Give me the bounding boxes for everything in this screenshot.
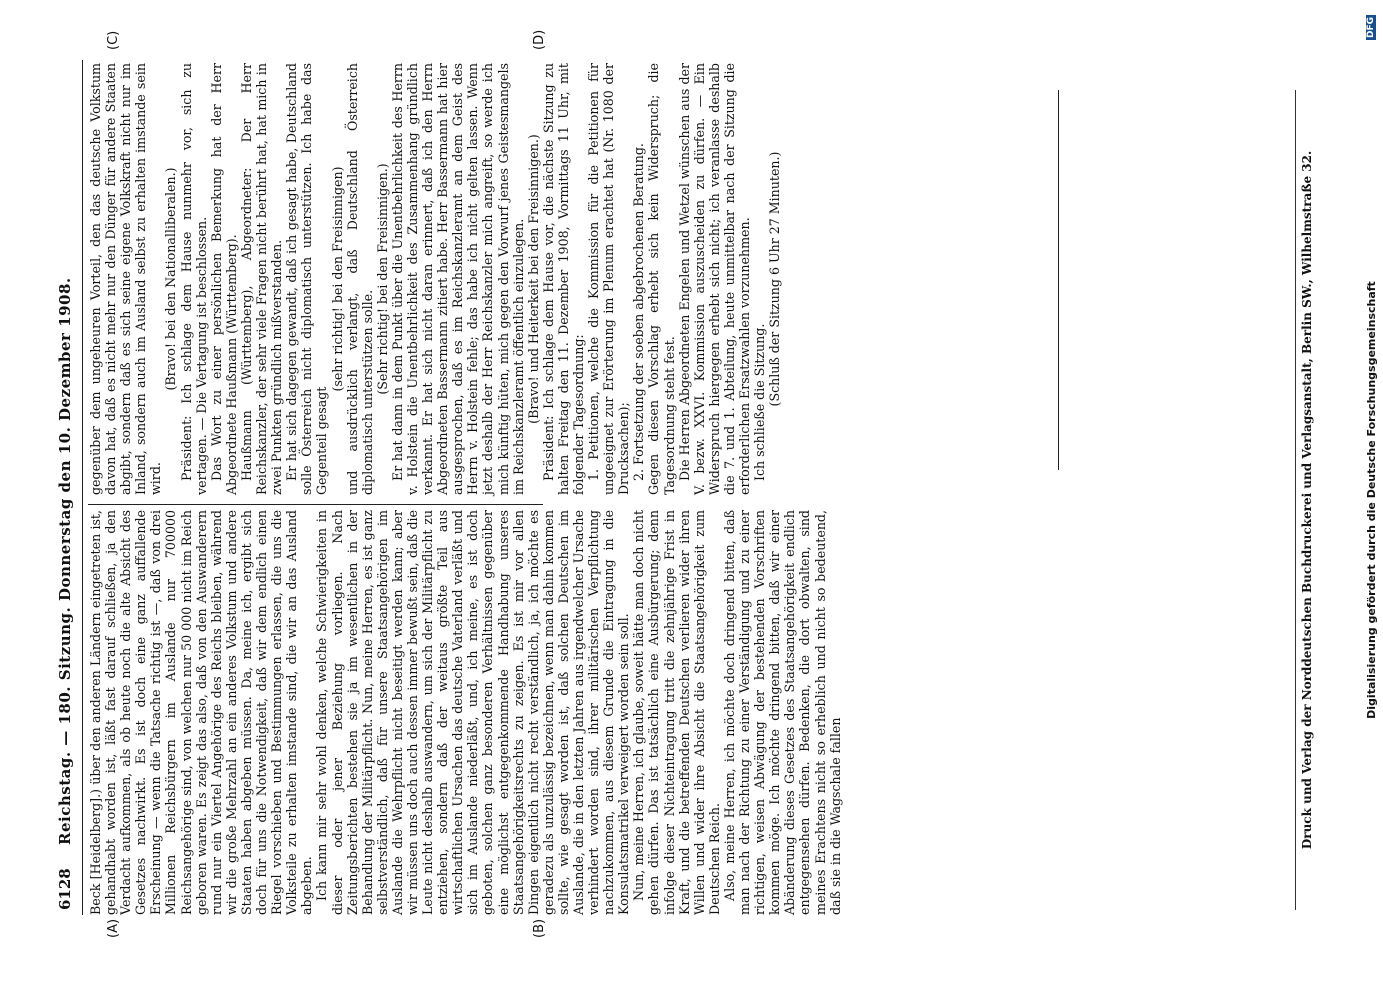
margin-mark-a: (A) [106,918,121,938]
left-column [88,510,843,915]
imprint-rule [1295,90,1296,910]
paragraph: Das Wort zu einer persönlichen Bemerkung hat der Herr Abgeordnete Haußmann (Württemberg). [208,63,239,495]
paragraph: Präsident: Ich schlage dem Hause vor, die nächste Sitzung zu halten Freitag den 11. Dezember 1908, Vormittags 11 Uhr, mit folgender Tagesordnung: [540,63,586,495]
end-rule [1058,90,1059,470]
imprint-line: Druck und Verlag der Norddeutschen Buchdruckerei und Verlagsanstalt, Berlin SW., Wilhelmstraße 32. [1300,150,1314,850]
page-title: Reichstag. — 180. Sitzung. Donnerstag den 10. Dezember 1908. [56,277,74,845]
applause-note: (Bravo! bei den Nationalliberalen.) [163,167,179,391]
page-number: 6128 [56,868,74,910]
dfg-logo: DFG [1366,16,1376,38]
paragraph: Präsident: Ich schlage dem Hause nunmehr vor, sich zu vertagen. — Die Vertagung ist beschlossen. [178,63,209,495]
column-divider [88,504,543,505]
header-rule [82,60,83,915]
margin-mark-c: (C) [106,30,121,50]
paragraph: Also, meine Herren, ich möchte doch dringend bitten, daß man nach der Richtung zu einer Verständigung und zu einer richtigen, weisen Abwägung der bestehenden Vorschriften kommen möge. Ich möchte dringend bitten, daß wir einer Abänderung dieses Gesetzes des Staatsangehörigkeit endlich entgegensehen dürfen. Bedenken, die dort obwalten, sind meines Erachtens nicht so erheblich und nicht so bedeutend, daß sie in die Wagschale fallen [721,510,843,915]
paragraph: Er hat dann in dem Punkt über die Unentbehrlichkeit des Herrn v. Holstein die Unentbehrlichkeit des Zusammenhang gründlich verkannt. Er hat sich nicht daran erinnert, daß ich den Herrn Abgeordneten Bassermann zitiert habe. Herr Bassermann hat hier ausgesprochen, daß es im Reichskanzleramt an dem Geist des Herrn v. Holstein fehle; das habe ich nicht gelten lassen. Wenn jetzt deshalb der Herr Reichskanzler mich angreift, so werde ich mich künftig hüten, mich gegen den Vorwurf jenes Geistesmangels im Reichskanzleramt öffentlich einzulegen. [389,63,526,495]
paragraph: Ich schließe die Sitzung. [752,323,768,481]
paragraph: Er hat sich dagegen gewandt, daß ich gesagt habe, Deutschland solle Österreich nicht diplomatisch unterstützen. Ich habe das Gegenteil gesagt [284,63,330,495]
agenda-item: 1. Petitionen, welche die Kommission für die Petitionen für ungeeignet zur Erörterung im Plenum erachtet hat (Nr. 1080 der Drucksachen); [586,63,632,495]
applause-note: (Bravo! und Heiterkeit bei den Freisinnigen.) [525,134,541,424]
paragraph: Gegen diesen Vorschlag erhebt sich kein Widerspruch; die Tagesordnung steht fest. [646,63,677,495]
paragraph: Ich kann mir sehr wohl denken, welche Schwierigkeiten in dieser oder jener Beziehung vorliegen. Nach Zeitungsberichten bestehen sie ja im wesentlichen in der Behandlung der Militärpflicht. Nun, meine Herren, es ist ganz selbstverständlich, daß für unsere Staatsangehörigen im Auslande die Wehrpflicht nicht beseitigt werden kann; aber wir müssen uns doch auch dessen immer bewußt sein, daß die Leute nicht deshalb auswandern, um sich der Militärpflicht zu entziehen, sondern daß der weitaus größte Teil aus wirtschaftlichen Ursachen das deutsche Vaterland verläßt und sich im Auslande niederläßt, und, ich meine, es ist doch geboten, solchen ganz besonderen Verhältnissen gegenüber eine möglichst entgegenkommende Handhabung unseres Staatsangehörigkeitsrechts zu zeigen. Es ist mir vor allen Dingen eigentlich nicht recht verständlich, ja, ich möchte es geradezu als unzulässig bezeichnen, wenn man dahin kommen sollte, wie gesagt worden ist, daß solchen Deutschen im Auslande, die in den letzten Jahren aus irgendwelcher Ursache verhindert worden sind, ihrer militärischen Verpflichtung nachzukommen, aus diesem Grunde die Eintragung in die Konsulatsmatrikel verweigert worden sein soll. [314,510,632,915]
page-header [56,60,80,940]
closing-note: (Schluß der Sitzung 6 Uhr 27 Minuten.) [767,151,783,407]
paragraph: Haußmann (Württemberg), Abgeordneter: Der Herr Reichskanzler, der sehr viele Fragen nicht berührt hat, hat mich in zwei Punkten gründlich mißverstanden. [238,63,285,495]
paragraph: Beck [Heidelberg].) über den anderen Ländern eingetreten ist, gehandhabt worden ist, läßt fast darauf schließen, ja den Verdacht aufkommen, als ob heute noch die alte Absicht des Gesetzes nachwirkt. Es ist doch eine ganz auffallende Erscheinung — wenn die Tatsache richtig ist —, daß von drei Millionen Reichsbürgern im Auslande nur 700000 Reichsangehörige sind, von welchen nur 50 000 nicht im Reich geboren waren. Es zeigt das also, daß von den Auswanderern rund nur ein Viertel Angehörige des Reichs bleiben, während wir die große Mehrzahl an ein anderes Volkstum und andere Staaten haben abgeben müssen. Da, meine ich, ergibt sich doch für uns die Notwendigkeit, daß wir dem endlich einen Riegel vorschieben und Bestimmungen erlassen, die uns die Volksteile zu erhalten imstande sind, die wir an das Ausland abgeben. [88,510,315,915]
margin-mark-b: (B) [532,918,547,938]
paragraph: Nun, meine Herren, ich glaube, soweit hätte man doch nicht gehen dürfen. Das ist tatsächlich eine Ausbürgerung; denn infolge dieser Nichteintragung tritt die zehnjährige Frist in Kraft, und die betreffenden Deutschen verlieren wider ihren Willen und wider ihre Absicht die Staatsangehörigkeit zum Deutschen Reich. [631,510,722,915]
paragraph: Die Herren Abgeordneten Engelen und Wetzel wünschen aus der V. bezw. XXVI. Kommission auszuscheiden zu dürfen. — Ein Widerspruch hiergegen erhebt sich nicht; ich veranlasse deshalb die 7. und 1. Abteilung, heute unmittelbar nach der Sitzung die erforderlichen Ersatzwahlen vorzunehmen. [676,63,753,495]
interjection: (Sehr richtig! bei den Freisinnigen.) [374,163,390,395]
paragraph: und ausdrücklich verlangt, daß Deutschland Österreich diplomatisch unterstützen solle. [344,63,375,495]
digitization-note: Digitalisierung gefördert durch die Deutsche Forschungsgemeinschaft [1365,281,1378,719]
paragraph: gegenüber dem ungeheuren Vorteil, den das deutsche Volkstum davon hat, daß es nicht mehr nur den Dünger für andere Staaten abgibt, sondern daß es sich seine eigene Volkskraft nicht nur im Inland, sondern auch im Ausland selbst zu erhalten imstande sein wird. [88,63,164,495]
margin-mark-d: (D) [532,29,547,50]
agenda-item: 2. Fortsetzung der soeben abgebrochenen Beratung. [631,143,647,481]
interjection: (sehr richtig! bei den Freisinnigen) [329,166,345,392]
right-column [88,63,782,495]
